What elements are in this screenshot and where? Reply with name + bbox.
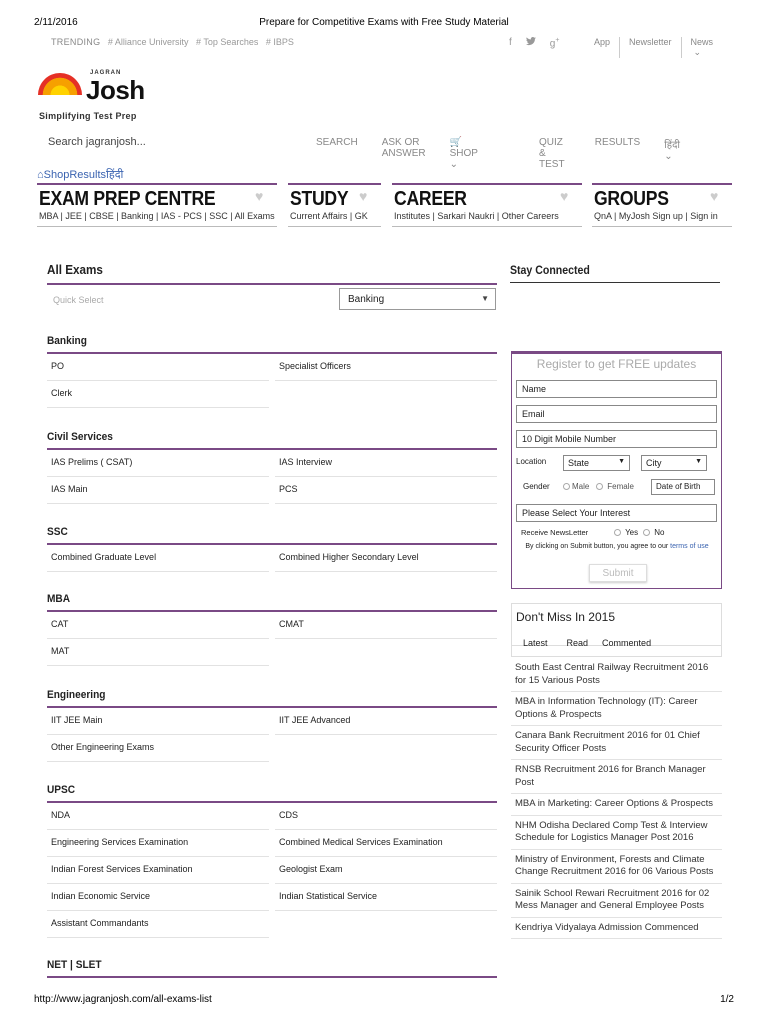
divider [510,282,720,283]
exam-grid [47,354,497,408]
print-date: 2/11/2016 [34,17,78,28]
news-item[interactable]: RNSB Recruitment 2016 for Branch Manager Post [511,760,722,794]
radio-button [643,529,650,536]
name-field[interactable]: Name [516,380,717,398]
nav-quiz-test[interactable]: QUIZ & TEST [539,137,565,170]
heart-icon: ♥ [359,188,368,204]
exam-link[interactable]: Combined Higher Secondary Level [275,545,497,572]
tagline: Simplifying Test Prep [39,111,137,121]
dont-miss-tabs [511,626,722,657]
top-nav-news-label: News [690,37,714,47]
city-select-value: City [646,458,662,468]
email-field[interactable]: Email [516,405,717,423]
exam-link[interactable]: IAS Main [47,477,269,504]
terms-text [513,542,721,551]
exam-link[interactable]: CMAT [275,612,497,639]
category-block [47,689,497,762]
newsletter-no-option[interactable] [643,528,664,537]
exam-grid [47,612,497,666]
section-title: GROUPS [594,188,669,210]
exam-grid [47,545,497,572]
link-strip[interactable] [37,167,123,182]
nav-shop[interactable] [450,137,515,170]
nav-ask-or-answer[interactable]: ASK OR ANSWER [381,137,426,159]
section-career[interactable] [392,183,582,227]
site-logo[interactable] [38,67,148,107]
category-block [47,526,497,572]
category-block [47,335,497,408]
top-nav-news[interactable] [681,37,723,58]
twitter-icon[interactable] [526,37,536,49]
top-nav-newsletter[interactable]: Newsletter [619,37,681,58]
newsletter-yes-label: Yes [625,528,639,537]
news-item[interactable]: Canara Bank Recruitment 2016 for 01 Chief Security Officer Posts [511,726,722,760]
section-exam-prep[interactable] [37,183,277,227]
chevron-down-icon: ⌄ [664,151,673,162]
interest-field[interactable]: Please Select Your Interest [516,504,717,522]
dob-field[interactable]: Date of Birth [651,479,715,495]
nav-search[interactable]: SEARCH [316,137,358,148]
gender-female-option[interactable] [596,482,634,491]
stay-connected-heading: Stay Connected [510,263,590,277]
exam-link[interactable]: IIT JEE Main [47,708,269,735]
category-block [47,431,497,504]
print-title: Prepare for Competitive Exams with Free Study Material [259,17,509,28]
category-heading: MBA [47,593,71,605]
top-nav [585,37,722,58]
print-page-number: 1/2 [720,994,734,1005]
section-title: STUDY [290,188,349,210]
location-label: Location [516,457,547,466]
home-icon: ⌂ [37,169,44,181]
sun-logo-icon [38,73,82,95]
google-plus-icon[interactable]: g+ [549,37,560,50]
exam-link[interactable]: Clerk [47,381,269,408]
register-form [511,351,722,589]
news-item[interactable]: MBA in Information Technology (IT): Career Options & Prospects [511,692,722,726]
exam-link[interactable]: Assistant Commandants [47,911,269,938]
dropdown-arrow-icon: ▼ [618,458,625,465]
search-row [48,136,728,170]
terms-link[interactable]: terms of use [670,543,709,550]
news-item[interactable]: MBA in Marketing: Career Options & Prospects [511,794,722,816]
divider [47,283,497,285]
nav-hindi-label: हिंदी [664,140,680,151]
exam-link[interactable]: MAT [47,639,269,666]
quick-select-label: Quick Select [53,295,104,305]
exam-link[interactable]: Combined Graduate Level [47,545,269,572]
category-heading: Banking [47,335,87,347]
gender-male-option[interactable] [563,482,589,491]
main-nav [316,137,728,170]
dropdown-arrow-icon: ▼ [695,458,702,465]
link-strip-text: ShopResultsहिंदी [43,169,124,181]
category-heading: SSC [47,526,68,538]
chevron-down-icon: ⌄ [449,159,458,170]
tab-latest[interactable]: Latest [523,638,548,648]
exam-link[interactable]: Specialist Officers [275,354,497,381]
exam-link[interactable]: Indian Statistical Service [275,884,497,911]
gender-female-label: Female [607,482,634,491]
radio-button [614,529,621,536]
facebook-icon[interactable]: f [509,37,512,48]
cart-icon: 🛒 [449,137,463,148]
category-divider [47,976,497,978]
exam-link[interactable]: IAS Prelims ( CSAT) [47,450,269,477]
section-title: CAREER [394,188,467,210]
exam-link[interactable]: IAS Interview [275,450,497,477]
news-item[interactable]: Ministry of Environment, Forests and Climate Change Recruitment 2016 for 06 Various Posts [511,850,722,884]
section-groups[interactable] [592,183,732,227]
exam-link[interactable]: CDS [275,803,497,830]
state-select[interactable] [563,455,630,471]
news-item[interactable]: South East Central Railway Recruitment 2016 for 15 Various Posts [511,658,722,692]
exam-link[interactable]: Geologist Exam [275,857,497,884]
mobile-field[interactable]: 10 Digit Mobile Number [516,430,717,448]
terms-prefix: By clicking on Submit button, you agree to our [525,543,669,550]
category-block [47,593,497,666]
exam-select-value: Banking [348,294,385,305]
city-select[interactable] [641,455,707,471]
section-links[interactable]: Current Affairs | GK [290,211,368,221]
news-item[interactable]: Kendriya Vidyalaya Admission Commenced [511,918,722,940]
nav-shop-label: SHOP [449,148,478,159]
newsletter-label: Receive NewsLetter [521,528,589,537]
dont-miss-heading: Don't Miss In 2015 [516,610,616,624]
category-block [47,959,497,978]
dropdown-arrow-icon: ▼ [481,294,489,303]
category-heading: NET | SLET [47,959,102,971]
trending-label: TRENDING [51,37,101,47]
exam-link[interactable]: Other Engineering Exams [47,735,269,762]
heart-icon: ♥ [710,188,719,204]
exam-link[interactable]: PCS [275,477,497,504]
exam-link[interactable]: NDA [47,803,269,830]
register-heading: Register to get FREE updates [536,357,697,371]
print-url: http://www.jagranjosh.com/all-exams-list [34,994,212,1005]
exam-grid [47,450,497,504]
trending-tag[interactable]: # IBPS [265,37,294,47]
heart-icon: ♥ [255,188,264,204]
exam-grid [47,803,497,938]
chevron-down-icon: ⌄ [693,47,702,57]
top-nav-app[interactable]: App [594,37,611,47]
heart-icon: ♥ [560,188,569,204]
news-item[interactable]: Sainik School Rewari Recruitment 2016 for 02 Mess Manager and General Employee Posts [511,884,722,918]
radio-button [596,483,603,490]
exam-grid [47,708,497,762]
section-links[interactable]: QnA | MyJosh Sign up | Sign in [594,211,718,221]
exam-link[interactable]: PO [47,354,269,381]
exam-link[interactable]: CAT [47,612,269,639]
exam-link[interactable]: Combined Medical Services Examination [275,830,497,857]
exam-link[interactable]: Indian Economic Service [47,884,269,911]
section-title: EXAM PREP CENTRE [39,188,216,210]
category-heading: Engineering [47,689,106,701]
search-input[interactable]: Search jagranjosh... [48,136,146,148]
tab-commented[interactable]: Commented [602,638,652,648]
logo-small-text: JAGRAN [90,70,122,76]
gender-male-label: Male [572,482,590,491]
exam-select[interactable] [339,288,496,310]
submit-button[interactable]: Submit [589,564,647,582]
radio-button [563,483,570,490]
state-select-value: State [568,458,590,468]
nav-results[interactable]: RESULTS [594,137,641,148]
tab-read[interactable]: Read [566,638,589,648]
social-links [509,37,559,49]
newsletter-yes-option[interactable] [614,528,638,537]
top-bar [51,37,721,57]
category-block [47,784,497,938]
trending-tag[interactable]: # Alliance University [107,37,189,47]
section-links[interactable]: MBA | JEE | CBSE | Banking | IAS - PCS | SSC | All Exams [39,211,275,221]
category-heading: Civil Services [47,431,113,443]
trending-tag[interactable]: # Top Searches [195,37,259,47]
category-heading: UPSC [47,784,76,796]
section-links[interactable]: Institutes | Sarkari Naukri | Other Careers [394,211,559,221]
news-list [511,658,722,939]
logo-text: Josh [86,75,145,105]
newsletter-no-label: No [654,528,665,537]
all-exams-heading: All Exams [47,262,103,277]
nav-hindi[interactable] [664,137,704,170]
exam-link[interactable]: Indian Forest Services Examination [47,857,269,884]
exam-link[interactable]: IIT JEE Advanced [275,708,497,735]
news-item[interactable]: NHM Odisha Declared Comp Test & Interview Schedule for Logistics Manager Post 2016 [511,816,722,850]
section-study[interactable] [288,183,381,227]
exam-link[interactable]: Engineering Services Examination [47,830,269,857]
gender-label: Gender [523,482,550,491]
